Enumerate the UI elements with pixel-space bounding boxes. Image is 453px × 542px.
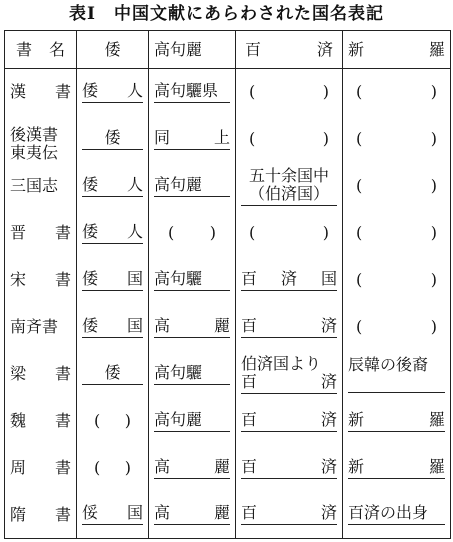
cell-book: 三国志 <box>5 163 77 210</box>
cell-silla: 辰韓の後裔 <box>343 351 451 398</box>
cell-goguryeo: 高句驪 <box>149 257 236 304</box>
cell-goguryeo: ( ) <box>149 210 236 257</box>
cell-wa: 倭 人 <box>77 69 149 116</box>
cell-silla: ( ) <box>343 69 451 116</box>
cell-silla: ( ) <box>343 116 451 163</box>
country-name-table <box>4 30 451 539</box>
cell-wa: 倭 国 <box>77 257 149 304</box>
cell-silla: ( ) <box>343 304 451 351</box>
cell-wa: 倭 人 <box>77 163 149 210</box>
cell-goguryeo: 高句驪県 <box>149 69 236 116</box>
cell-book: 梁 書 <box>5 351 77 398</box>
cell-baekje: 百 済 <box>236 398 343 445</box>
table-row <box>5 210 451 257</box>
cell-baekje: 百 済 <box>236 304 343 351</box>
cell-goguryeo: 同 上 <box>149 116 236 163</box>
cell-goguryeo: 高 麗 <box>149 445 236 492</box>
cell-wa: ( ) <box>77 398 149 445</box>
cell-book: 南斉書 <box>5 304 77 351</box>
cell-book: 後漢書 東夷伝 <box>5 116 77 163</box>
table-row <box>5 304 451 351</box>
header-wa: 倭 <box>77 31 149 69</box>
cell-goguryeo: 高句驪 <box>149 351 236 398</box>
header-baekje: 百 済 <box>236 31 343 69</box>
cell-book: 漢 書 <box>5 69 77 116</box>
cell-baekje: ( ) <box>236 116 343 163</box>
cell-wa: ( ) <box>77 445 149 492</box>
cell-wa: 俀 国 <box>77 492 149 539</box>
cell-baekje: 百 済 <box>236 492 343 539</box>
cell-book: 隋 書 <box>5 492 77 539</box>
cell-goguryeo: 高 麗 <box>149 304 236 351</box>
cell-book: 魏 書 <box>5 398 77 445</box>
table-row <box>5 351 451 398</box>
cell-wa: 倭 国 <box>77 304 149 351</box>
cell-baekje: ( ) <box>236 69 343 116</box>
cell-goguryeo: 高句麗 <box>149 163 236 210</box>
table-row <box>5 445 451 492</box>
cell-book: 周 書 <box>5 445 77 492</box>
table-row <box>5 492 451 539</box>
cell-baekje: 百 済 <box>236 445 343 492</box>
cell-silla: ( ) <box>343 257 451 304</box>
header-goguryeo: 高句麗 <box>149 31 236 69</box>
cell-wa: 倭 <box>77 116 149 163</box>
cell-silla: 百済の出身 <box>343 492 451 539</box>
cell-baekje: ( ) <box>236 210 343 257</box>
header-silla: 新 羅 <box>343 31 451 69</box>
cell-silla: 新 羅 <box>343 445 451 492</box>
cell-wa: 倭 人 <box>77 210 149 257</box>
cell-goguryeo: 高句麗 <box>149 398 236 445</box>
cell-silla: ( ) <box>343 163 451 210</box>
cell-baekje: 五十余国中 （伯済国） <box>236 163 343 210</box>
cell-book: 宋 書 <box>5 257 77 304</box>
table-row <box>5 257 451 304</box>
cell-book: 晋 書 <box>5 210 77 257</box>
header-row <box>5 31 451 69</box>
table-row <box>5 163 451 210</box>
table-row <box>5 116 451 163</box>
header-book-name: 書 名 <box>5 31 77 69</box>
table-row <box>5 69 451 116</box>
cell-baekje: 伯済国より 百 済 <box>236 351 343 398</box>
table-title: 表Ⅰ 中国文献にあらわされた国名表記 <box>69 4 384 24</box>
cell-goguryeo: 高 麗 <box>149 492 236 539</box>
cell-baekje: 百 済 国 <box>236 257 343 304</box>
cell-silla: ( ) <box>343 210 451 257</box>
table-row <box>5 398 451 445</box>
cell-silla: 新 羅 <box>343 398 451 445</box>
cell-wa: 倭 <box>77 351 149 398</box>
